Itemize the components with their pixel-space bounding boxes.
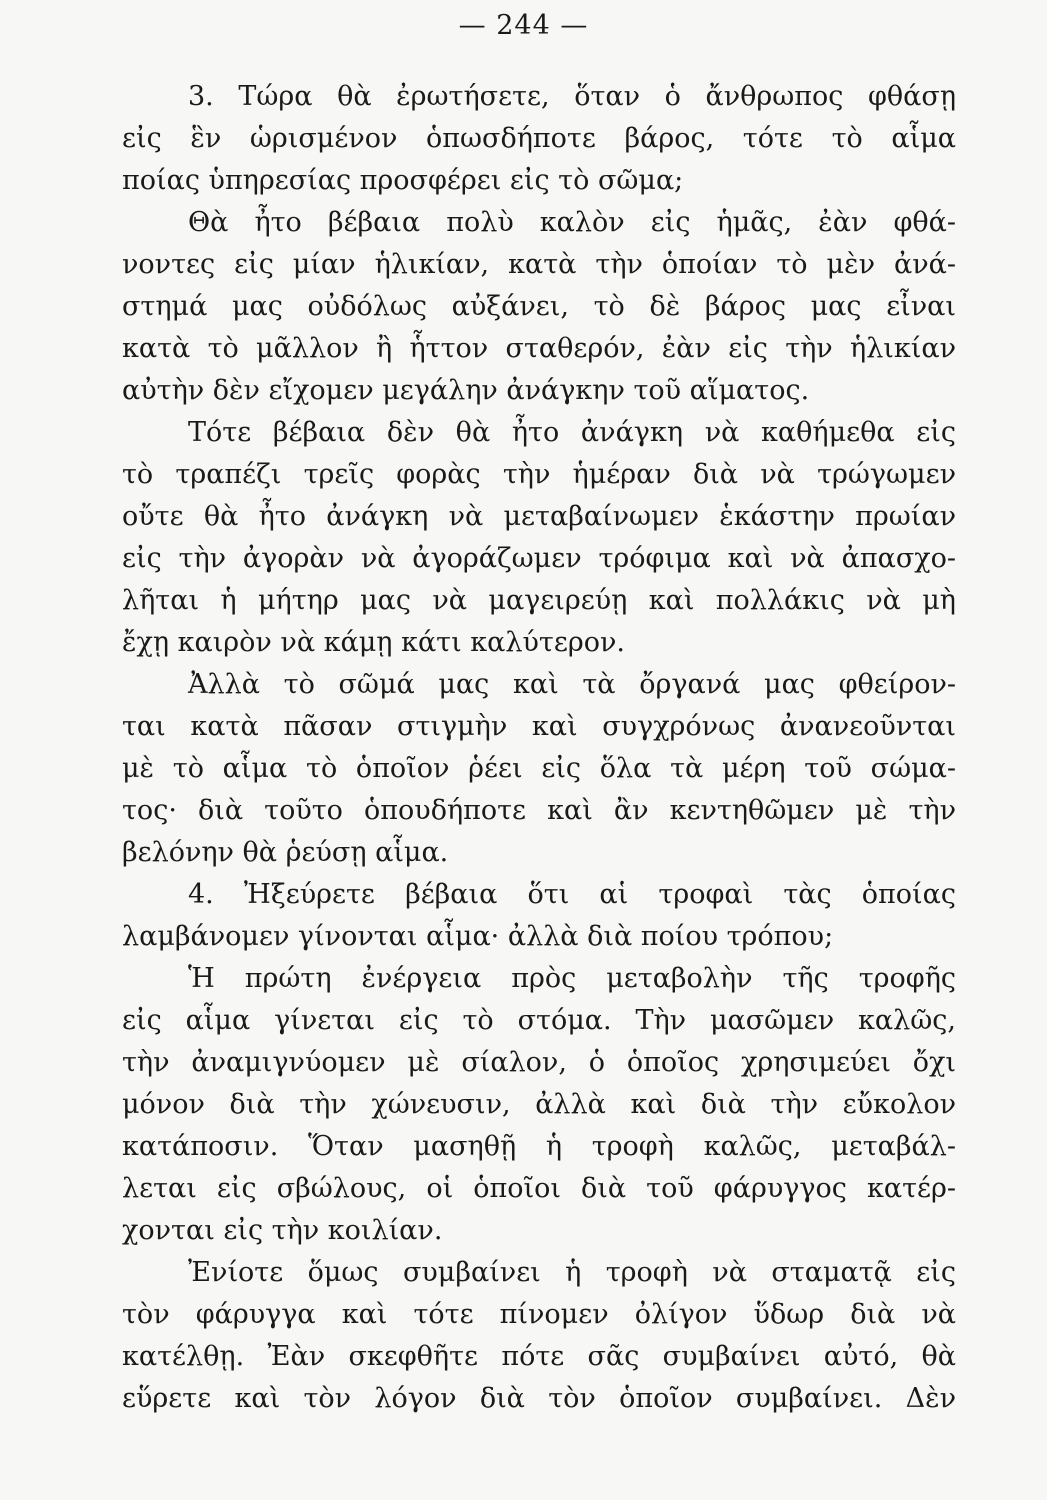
text-line: βελόνην θὰ ῥεύσῃ αἷμα. bbox=[122, 837, 449, 868]
page-number: — 244 — bbox=[458, 10, 589, 41]
text-line: ται κατὰ πᾶσαν στιγμὴν καὶ συγχρόνως ἀνανεοῦνται bbox=[122, 711, 956, 742]
text-line: τος· διὰ τοῦτο ὁπουδήποτε καὶ ἂν κεντηθῶμεν μὲ τὴν bbox=[122, 795, 956, 826]
text-line: εἰς αἷμα γίνεται εἰς τὸ στόμα. Τὴν μασῶμεν καλῶς, bbox=[122, 1005, 956, 1036]
text-line: εὕρετε καὶ τὸν λόγον διὰ τὸν ὁποῖον συμβαίνει. Δὲν bbox=[122, 1383, 956, 1414]
paragraph bbox=[122, 412, 956, 664]
text-line: κατάποσιν. Ὅταν μασηθῇ ἡ τροφὴ καλῶς, μεταβάλ- bbox=[122, 1131, 956, 1162]
text-line: χονται εἰς τὴν κοιλίαν. bbox=[122, 1215, 443, 1246]
text-line: 4. Ἠξεύρετε βέβαια ὅτι αἱ τροφαὶ τὰς ὁποίας bbox=[188, 879, 956, 910]
text-line: Ἀλλὰ τὸ σῶμά μας καὶ τὰ ὄργανά μας φθείρον- bbox=[188, 669, 956, 700]
text-line: τὸ τραπέζι τρεῖς φορὰς τὴν ἡμέραν διὰ νὰ τρώγωμεν bbox=[122, 459, 956, 490]
text-line: εἰς τὴν ἀγορὰν νὰ ἀγοράζωμεν τρόφιμα καὶ νὰ ἀπασχο- bbox=[122, 543, 956, 574]
text-line: νοντες εἰς μίαν ἡλικίαν, κατὰ τὴν ὁποίαν τὸ μὲν ἀνά- bbox=[122, 249, 956, 280]
text-line: λαμβάνομεν γίνονται αἷμα· ἀλλὰ διὰ ποίου τρόπου; bbox=[122, 921, 834, 952]
text-line: λεται εἰς σβώλους, οἱ ὁποῖοι διὰ τοῦ φάρυγγος κατέρ- bbox=[122, 1173, 956, 1204]
paragraph bbox=[122, 664, 956, 874]
text-line: οὔτε θὰ ἦτο ἀνάγκη νὰ μεταβαίνωμεν ἑκάστην πρωίαν bbox=[122, 501, 956, 532]
text-line: τὴν ἀναμιγνύομεν μὲ σίαλον, ὁ ὁποῖος χρησιμεύει ὄχι bbox=[122, 1047, 956, 1078]
text-line: εἰς ἓν ὡρισμένον ὁπωσδήποτε βάρος, τότε τὸ αἷμα bbox=[122, 123, 956, 154]
text-line: μὲ τὸ αἷμα τὸ ὁποῖον ῥέει εἰς ὅλα τὰ μέρη τοῦ σώμα- bbox=[122, 753, 956, 784]
paragraph bbox=[122, 874, 956, 958]
text-line: Θὰ ἦτο βέβαια πολὺ καλὸν εἰς ἡμᾶς, ἐὰν φθά- bbox=[188, 207, 956, 238]
text-line: αὐτὴν δὲν εἴχομεν μεγάλην ἀνάγκην τοῦ αἵματος. bbox=[122, 375, 810, 406]
text-line: Ἐνίοτε ὅμως συμβαίνει ἡ τροφὴ νὰ σταματᾷ εἰς bbox=[188, 1257, 956, 1288]
text-line: κατὰ τὸ μᾶλλον ἢ ἧττον σταθερόν, ἐὰν εἰς τὴν ἡλικίαν bbox=[122, 333, 956, 364]
text-line: Ἡ πρώτη ἐνέργεια πρὸς μεταβολὴν τῆς τροφῆς bbox=[188, 963, 956, 994]
text-line: λῆται ἡ μήτηρ μας νὰ μαγειρεύῃ καὶ πολλάκις νὰ μὴ bbox=[122, 585, 956, 616]
text-line: ποίας ὑπηρεσίας προσφέρει εἰς τὸ σῶμα; bbox=[122, 165, 684, 196]
text-line: τὸν φάρυγγα καὶ τότε πίνομεν ὀλίγον ὕδωρ διὰ νὰ bbox=[122, 1299, 956, 1330]
paragraph bbox=[122, 1252, 956, 1420]
paragraph bbox=[122, 958, 956, 1252]
page-body-text bbox=[122, 76, 956, 1420]
text-line: 3. Τώρα θὰ ἐρωτήσετε, ὅταν ὁ ἄνθρωπος φθάσῃ bbox=[188, 81, 956, 112]
text-line: Τότε βέβαια δὲν θὰ ἦτο ἀνάγκη νὰ καθήμεθα εἰς bbox=[188, 417, 956, 448]
text-line: κατέλθῃ. Ἐὰν σκεφθῆτε πότε σᾶς συμβαίνει αὐτό, θὰ bbox=[122, 1341, 956, 1372]
text-line: ἔχῃ καιρὸν νὰ κάμῃ κάτι καλύτερον. bbox=[122, 627, 625, 658]
text-line: μόνον διὰ τὴν χώνευσιν, ἀλλὰ καὶ διὰ τὴν εὔκολον bbox=[122, 1089, 956, 1120]
paragraph bbox=[122, 76, 956, 202]
paragraph bbox=[122, 202, 956, 412]
text-line: στημά μας οὐδόλως αὐξάνει, τὸ δὲ βάρος μας εἶναι bbox=[122, 291, 956, 322]
